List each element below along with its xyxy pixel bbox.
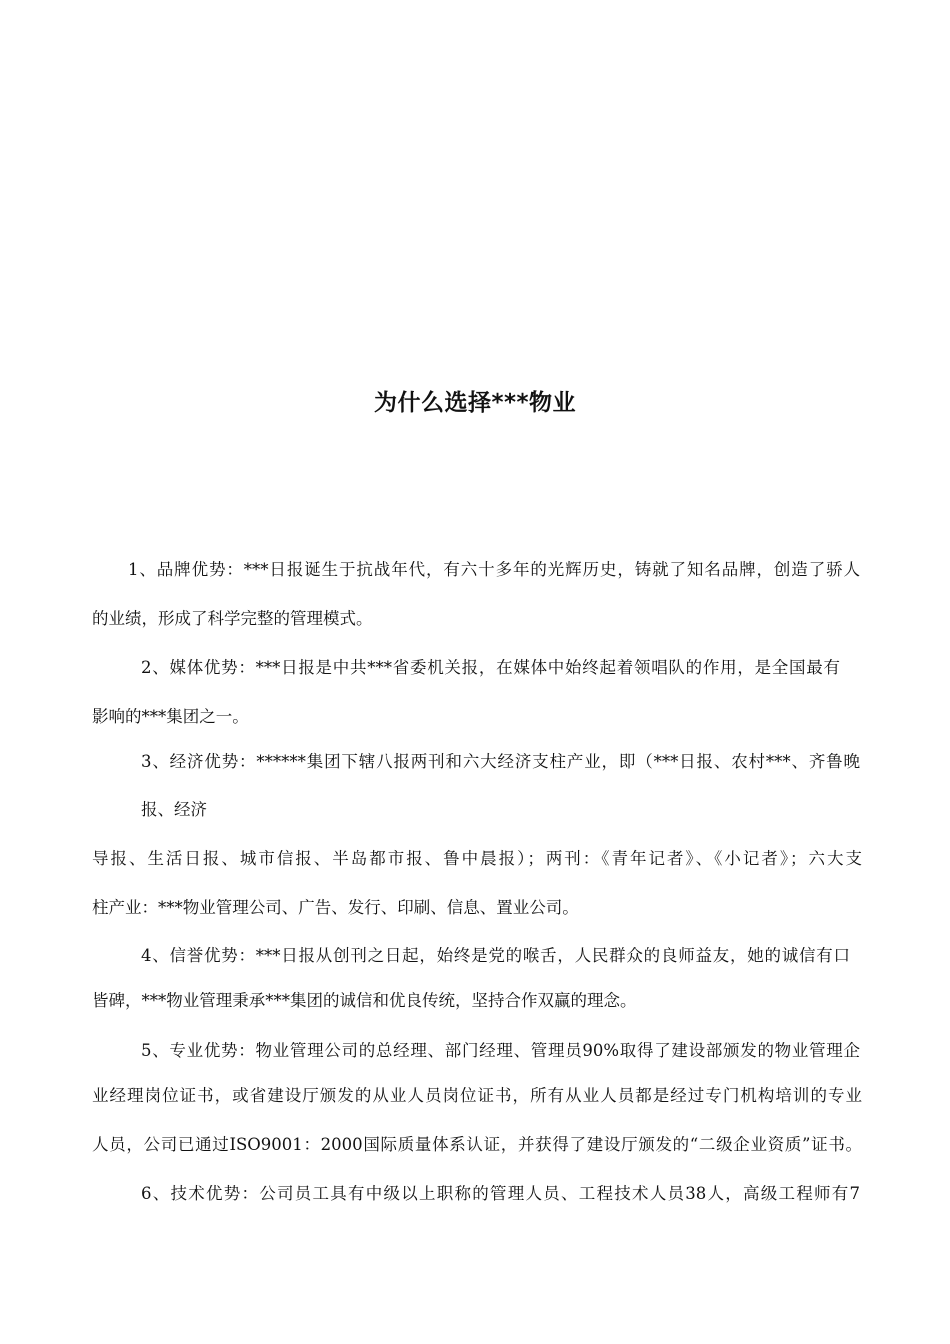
- paragraph-line: 4、信誉优势：***日报从创刊之日起，始终是党的喉舌，人民群众的良师益友，她的诚信有口: [141, 946, 850, 965]
- paragraph-line: 3、经济优势：******集团下辖八报两刊和六大经济支柱产业，即（***日报、农村***、齐鲁晚: [141, 752, 860, 771]
- paragraph-line: 皆碑，***物业管理秉承***集团的诚信和优良传统，坚持合作双赢的理念。: [92, 991, 637, 1010]
- paragraph-line: 5、专业优势：物业管理公司的总经理、部门经理、管理员90%取得了建设部颁发的物业管理企: [141, 1041, 860, 1060]
- paragraph-line: 业经理岗位证书，或省建设厅颁发的从业人员岗位证书，所有从业人员都是经过专门机构培训的专业: [92, 1086, 862, 1105]
- paragraph-line: 报、经济: [141, 800, 207, 819]
- paragraph-line: 6、技术优势：公司员工具有中级以上职称的管理人员、工程技术人员38人，高级工程师有7: [141, 1184, 860, 1203]
- paragraph-line: 影响的***集团之一。: [92, 707, 249, 726]
- paragraph-line: 1、品牌优势：***日报诞生于抗战年代，有六十多年的光辉历史，铸就了知名品牌，创造了骄人: [128, 560, 860, 579]
- paragraph-line: 的业绩，形成了科学完整的管理模式。: [92, 609, 373, 628]
- paragraph-line: 2、媒体优势：***日报是中共***省委机关报，在媒体中始终起着领唱队的作用，是全国最有: [141, 658, 840, 677]
- page-title: 为什么选择***物业: [373, 390, 577, 416]
- paragraph-line: 导报、生活日报、城市信报、半岛都市报、鲁中晨报）；两刊：《青年记者》、《小记者》；六大支: [92, 849, 862, 868]
- paragraph-line: 人员，公司已通过ISO9001：2000国际质量体系认证，并获得了建设厅颁发的“二级企业资质”证书。: [92, 1135, 862, 1154]
- paragraph-line: 柱产业：***物业管理公司、广告、发行、印刷、信息、置业公司。: [92, 898, 579, 917]
